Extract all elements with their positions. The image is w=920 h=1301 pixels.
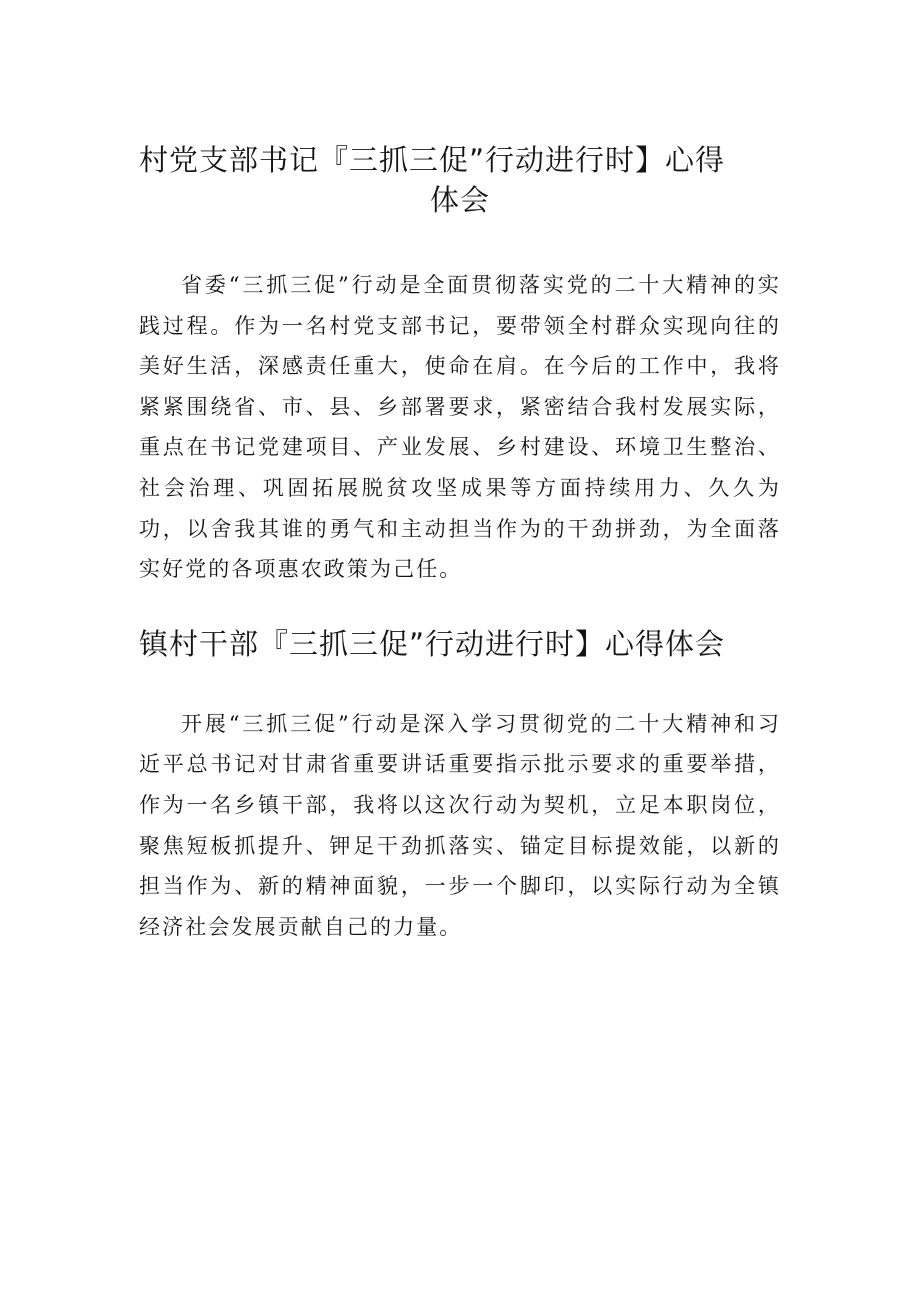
document-content (139, 140, 781, 947)
article-2-title: 镇村干部『三抓三促”行动进行时】心得体会 (139, 626, 726, 661)
article-1-body: 省委“三抓三促”行动是全面贯彻落实党的二十大精神的实践过程。作为一名村党支部书记，要带领全村群众实现向往的美好生活，深感责任重大，使命在肩。在今后的工作中，我将紧紧围绕省、市、县、乡部署要求，紧密结合我村发展实际，重点在书记党建项目、产业发展、乡村建设、环境卫生整治、社会治理、巩固拓展脱贫攻坚成果等方面持续用力、久久为功，以舍我其谁的勇气和主动担当作为的干劲拼劲，为全面落实好党的各项惠农政策为己任。 (139, 273, 781, 582)
article-1-title-line-1: 村党支部书记『三抓三促”行动进行时】心得 (139, 143, 726, 177)
article-1-title (139, 140, 781, 220)
article-1-title-line-2: 体会 (429, 183, 490, 217)
article-2-body: 开展“三抓三促”行动是深入学习贯彻党的二十大精神和习近平总书记对甘肃省重要讲话重要指示批示要求的重要举措，作为一名乡镇干部，我将以这次行动为契机，立足本职岗位，聚焦短板抓提升、钾足干劲抓落实、锚定目标提效能，以新的担当作为、新的精神面貌，一步一个脚印，以实际行动为全镇经济社会发展贡献自己的力量。 (139, 711, 781, 939)
